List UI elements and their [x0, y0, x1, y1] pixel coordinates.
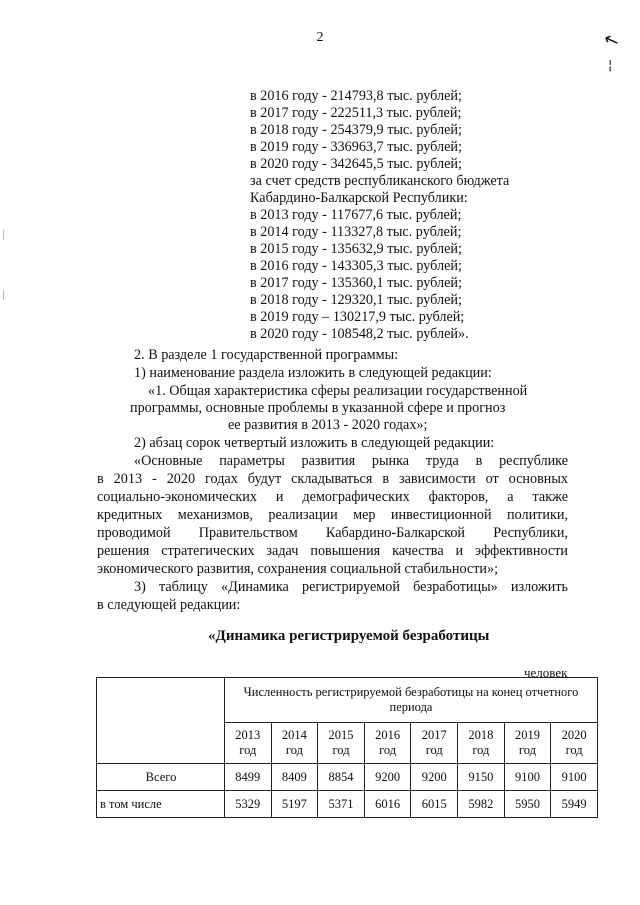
federal-line: в 2018 году - 254379,9 тыс. рублей; — [250, 122, 462, 138]
year-cell: 2018 год — [458, 723, 505, 764]
corner-mark: ¦ — [608, 58, 613, 73]
year-cell: 2020 год — [551, 723, 598, 764]
table-header-row — [97, 678, 598, 723]
table-row — [97, 764, 598, 791]
paragraph: 1) наименование раздела изложить в следующей редакции: — [134, 365, 492, 381]
republic-line: в 2013 году - 117677,6 тыс. рублей; — [250, 207, 462, 223]
federal-line: в 2019 году - 336963,7 тыс. рублей; — [250, 139, 462, 155]
value-cell: 9100 — [504, 764, 551, 791]
value-cell: 8854 — [318, 764, 365, 791]
republic-line: в 2016 году - 143305,3 тыс. рублей; — [250, 258, 462, 274]
year-cell: 2017 год — [411, 723, 458, 764]
year-cell: 2013 год — [225, 723, 272, 764]
year-cell: 2015 год — [318, 723, 365, 764]
value-cell: 5371 — [318, 791, 365, 818]
paragraph: 2. В разделе 1 государственной программы: — [134, 347, 399, 363]
republic-line: в 2020 году - 108548,2 тыс. рублей». — [250, 326, 469, 342]
federal-line: в 2016 году - 214793,8 тыс. рублей; — [250, 88, 462, 104]
value-cell: 5197 — [271, 791, 318, 818]
row-label: Всего — [97, 764, 225, 791]
value-cell: 5982 — [458, 791, 505, 818]
scan-artifact — [3, 230, 4, 240]
table-caption: Численность регистрируемой безработицы на конец отчетного периода — [225, 678, 598, 723]
paragraph: решения стратегических задач повышения качества и эффективности — [97, 543, 568, 559]
table-corner-cell — [97, 678, 225, 764]
paragraph: в 2013 - 2020 годах будут складываться в зависимости от основных — [97, 471, 568, 487]
value-cell: 8409 — [271, 764, 318, 791]
paragraph: 3) таблицу «Динамика регистрируемой безработицы» изложить — [134, 579, 568, 595]
paragraph: социально-экономических и демографических факторов, а также — [97, 489, 568, 505]
paragraph: в следующей редакции: — [97, 597, 241, 613]
table-row — [97, 791, 598, 818]
federal-line: в 2020 году - 342645,5 тыс. рублей; — [250, 156, 462, 172]
year-cell: 2019 год — [504, 723, 551, 764]
value-cell: 6015 — [411, 791, 458, 818]
corner-mark: ↖ — [600, 28, 623, 53]
value-cell: 9200 — [411, 764, 458, 791]
value-cell: 5329 — [225, 791, 272, 818]
value-cell: 9200 — [364, 764, 411, 791]
table-unit: человек — [524, 665, 568, 680]
paragraph: проводимой Правительством Кабардино-Балкарской Республики, — [97, 525, 568, 541]
year-cell: 2014 год — [271, 723, 318, 764]
paragraph: «Основные параметры развития рынка труда в республике — [134, 453, 568, 469]
page-number: 2 — [316, 30, 324, 45]
scan-artifact — [3, 290, 4, 300]
paragraph: кредитных механизмов, реализации мер инвестиционной политики, — [97, 507, 568, 523]
value-cell: 8499 — [225, 764, 272, 791]
paragraph: ее развития в 2013 - 2020 годах»; — [228, 417, 428, 433]
paragraph: программы, основные проблемы в указанной сфере и прогноз — [130, 400, 506, 416]
value-cell: 5949 — [551, 791, 598, 818]
value-cell: 5950 — [504, 791, 551, 818]
paragraph: «1. Общая характеристика сферы реализации государственной — [148, 383, 528, 399]
row-label: в том числе — [97, 791, 225, 818]
federal-line: в 2017 году - 222511,3 тыс. рублей; — [250, 105, 462, 121]
value-cell: 9150 — [458, 764, 505, 791]
value-cell: 6016 — [364, 791, 411, 818]
republic-heading: Кабардино-Балкарской Республики: — [250, 190, 468, 206]
paragraph: экономического развития, сохранения социальной стабильности»; — [97, 561, 499, 577]
republic-line: в 2015 году - 135632,9 тыс. рублей; — [250, 241, 462, 257]
republic-line: в 2019 году – 130217,9 тыс. рублей; — [250, 309, 465, 325]
republic-line: в 2018 году - 129320,1 тыс. рублей; — [250, 292, 462, 308]
paragraph: 2) абзац сорок четвертый изложить в следующей редакции: — [134, 435, 495, 451]
unemployment-table — [96, 677, 598, 818]
year-cell: 2016 год — [364, 723, 411, 764]
republic-line: в 2017 году - 135360,1 тыс. рублей; — [250, 275, 462, 291]
table-title: «Динамика регистрируемой безработицы — [208, 628, 490, 644]
value-cell: 9100 — [551, 764, 598, 791]
republic-heading: за счет средств республиканского бюджета — [250, 173, 510, 189]
republic-line: в 2014 году - 113327,8 тыс. рублей; — [250, 224, 462, 240]
